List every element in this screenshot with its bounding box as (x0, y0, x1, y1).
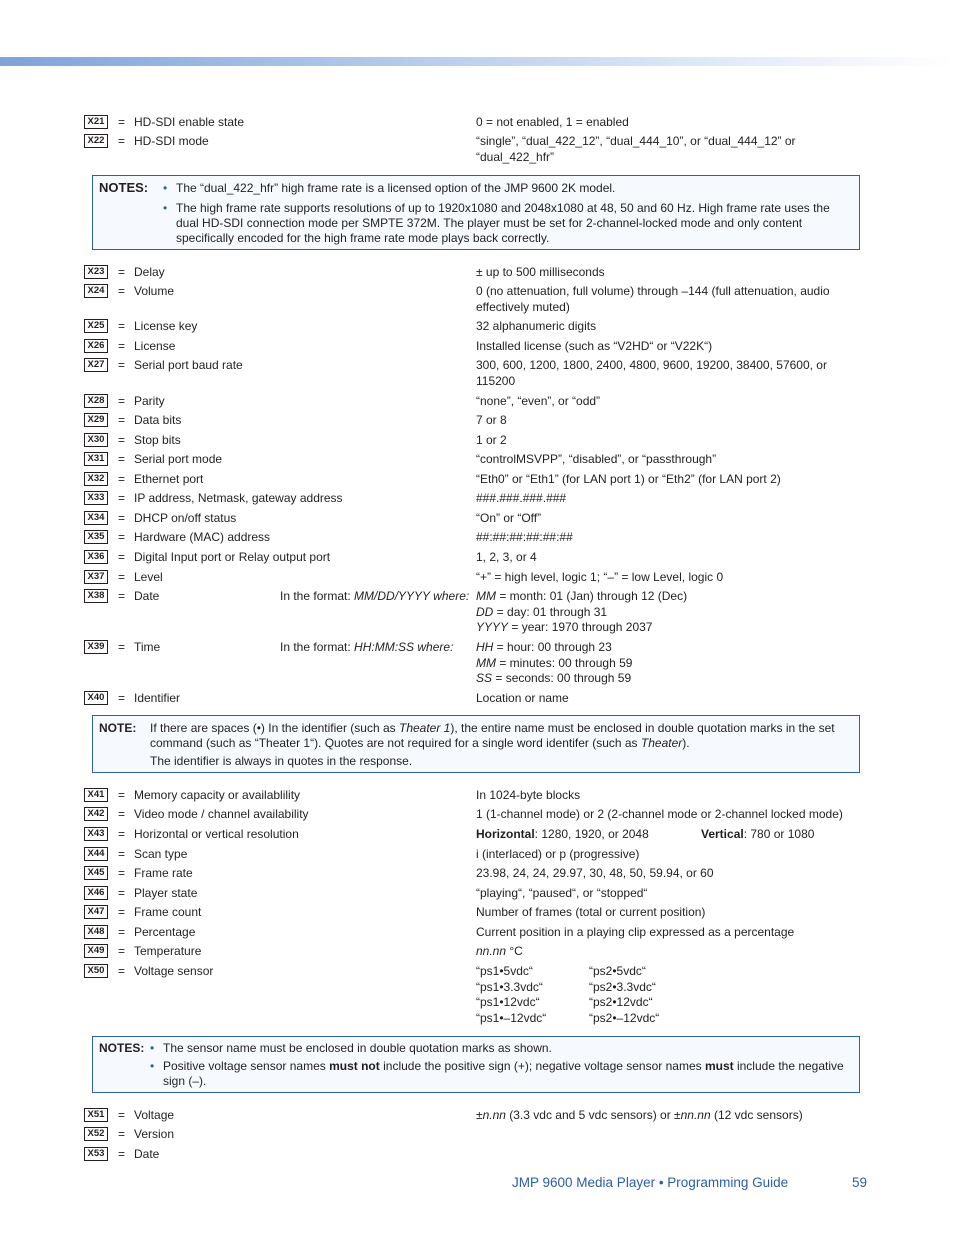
variable-code: X21 (84, 115, 108, 129)
equals-sign: = (118, 964, 126, 978)
variable-value (476, 433, 856, 449)
resolution-label: Vertical (701, 827, 744, 841)
variable-value (476, 284, 856, 315)
variable-code: X30 (84, 433, 108, 447)
value-line: “controlMSVPP”, “disabled”, or “passthrough” (476, 452, 717, 466)
variable-label: HD-SDI enable state (134, 115, 245, 129)
variable-value (476, 511, 856, 527)
equals-sign: = (118, 944, 126, 958)
format-var: MM (476, 655, 496, 670)
equals-sign: = (118, 358, 126, 372)
value-line: 300, 600, 1200, 1800, 2400, 4800, 9600, 19200, 38400, 57600, or (476, 358, 827, 372)
equals-sign: = (118, 115, 126, 129)
format-description (280, 589, 469, 605)
voltage-text: (12 vdc sensors) (710, 1108, 803, 1122)
variable-value (476, 115, 856, 131)
variable-code: X47 (84, 905, 108, 919)
notes-title: NOTES: (99, 1041, 145, 1055)
format-text: = hour: 00 through 23 (493, 640, 612, 654)
note-text: ). (682, 736, 690, 750)
variable-label: Ethernet port (134, 472, 204, 486)
value-line: 1 (1-channel mode) or 2 (2-channel mode or 2-channel locked mode) (476, 807, 843, 821)
variable-code: X50 (84, 964, 108, 978)
variable-value (476, 550, 856, 566)
equals-sign: = (118, 134, 126, 148)
variable-code: X52 (84, 1127, 108, 1141)
format-var: SS (476, 671, 493, 685)
bullet-icon: • (150, 1059, 155, 1073)
note-text: If there are spaces (•) In the identifier (such as (150, 721, 399, 735)
equals-sign: = (118, 284, 126, 298)
variable-label: Voltage (134, 1108, 175, 1122)
equals-sign: = (118, 530, 126, 544)
note-example: Theater (640, 736, 683, 750)
variable-value (476, 964, 856, 1026)
variable-label: HD-SDI mode (134, 134, 209, 148)
variable-label: Serial port baud rate (134, 358, 243, 372)
variable-code: X37 (84, 570, 108, 584)
variable-label: Scan type (134, 847, 188, 861)
variable-label: Volume (134, 284, 175, 298)
variable-code: X31 (84, 452, 108, 466)
variable-label: Video mode / channel availability (134, 807, 309, 821)
variable-value (476, 1108, 856, 1124)
value-line: “none”, “even”, or “odd” (476, 394, 601, 408)
variable-value (476, 589, 856, 636)
equals-sign: = (118, 1108, 126, 1122)
equals-sign: = (118, 394, 126, 408)
notes-box-hfr (92, 175, 860, 250)
notes-title: NOTES: (99, 180, 149, 195)
value-line: Location or name (476, 691, 569, 705)
variable-value (476, 339, 856, 355)
note-paragraph: The identifier is always in quotes in the response. (150, 754, 413, 768)
page-number: 59 (852, 1175, 868, 1190)
voltage-var: n.nn (482, 1108, 506, 1122)
equals-sign: = (118, 452, 126, 466)
header-accent-bar (0, 57, 954, 66)
variable-value (476, 788, 856, 804)
note-text: command (such as “Theater 1“). Quotes are not required for a single word identifer (such as (150, 736, 641, 750)
equals-sign: = (118, 905, 126, 919)
format-text: = seconds: 00 through 59 (492, 671, 632, 685)
variable-code: X51 (84, 1108, 108, 1122)
variable-code: X23 (84, 265, 108, 279)
equals-sign: = (118, 413, 126, 427)
equals-sign: = (118, 433, 126, 447)
value-line (476, 589, 856, 605)
sensor-name: “ps1•–12vdc“ (476, 1010, 547, 1025)
value-line: 32 alphanumeric digits (476, 319, 597, 333)
equals-sign: = (118, 472, 126, 486)
sensor-name: “ps1•5vdc“ (476, 964, 533, 978)
variable-label: Hardware (MAC) address (134, 530, 271, 544)
variable-code: X27 (84, 358, 108, 372)
variable-code: X53 (84, 1147, 108, 1161)
variable-code: X36 (84, 550, 108, 564)
value-line: 1 or 2 (476, 433, 507, 447)
variable-label: DHCP on/off status (134, 511, 237, 525)
note-emphasis: must (704, 1059, 734, 1073)
value-line: In 1024-byte blocks (476, 788, 581, 802)
bullet-icon: • (150, 1041, 155, 1055)
sensor-name: “ps2•12vdc“ (589, 995, 653, 1009)
value-line: “Eth0” or “Eth1” (for LAN port 1) or “Eth2” (for LAN port 2) (476, 472, 781, 486)
temperature-var: nn.nn (476, 944, 507, 958)
variable-label: Time (134, 640, 161, 654)
value-line: “dual_422_hfr” (476, 149, 555, 164)
variable-code: X22 (84, 134, 108, 148)
value-line (476, 944, 856, 960)
note-text-part: include the negative sign (–). (163, 1059, 844, 1088)
format-var: YYYY (476, 620, 509, 634)
equals-sign: = (118, 847, 126, 861)
format-text: = year: 1970 through 2037 (508, 620, 653, 634)
note-text: The sensor name must be enclosed in double quotation marks as shown. (163, 1041, 552, 1055)
note-title: NOTE: (99, 721, 137, 735)
variable-value (476, 413, 856, 429)
resolution-values: : 1280, 1920, or 2048 (534, 827, 649, 841)
variable-label: Data bits (134, 413, 182, 427)
vertical-resolution (701, 827, 814, 843)
note-emphasis: must not (329, 1059, 380, 1073)
sensor-name: “ps1•12vdc“ (476, 995, 540, 1009)
equals-sign: = (118, 925, 126, 939)
variable-code: X33 (84, 491, 108, 505)
variable-code: X32 (84, 472, 108, 486)
variable-value (476, 925, 856, 941)
equals-sign: = (118, 511, 126, 525)
equals-sign: = (118, 866, 126, 880)
variable-code: X39 (84, 640, 108, 654)
equals-sign: = (118, 1147, 126, 1161)
format-pattern: HH:MM:SS (354, 640, 415, 654)
variable-label: Voltage sensor (134, 964, 214, 978)
value-line (476, 656, 856, 672)
variable-value (476, 640, 856, 687)
value-line (476, 620, 856, 636)
sensor-name: “ps2•–12vdc“ (589, 1010, 660, 1025)
variable-code: X43 (84, 827, 108, 841)
value-line: Number of frames (total or current position) (476, 905, 706, 919)
variable-value (476, 530, 856, 546)
note-example: Theater 1 (398, 721, 451, 735)
note-text-part: include the positive sign (+); negative voltage sensor names (379, 1059, 705, 1073)
variable-value (476, 886, 856, 902)
value-line: ± up to 500 milliseconds (476, 265, 605, 279)
value-line: “+” = high level, logic 1; “–” = low Level, logic 0 (476, 570, 724, 584)
variable-label: Memory capacity or availablility (134, 788, 301, 802)
value-line (476, 1108, 856, 1124)
equals-sign: = (118, 491, 126, 505)
variable-value (476, 905, 856, 921)
value-line: 0 = not enabled, 1 = enabled (476, 115, 629, 129)
value-line: i (interlaced) or p (progressive) (476, 847, 640, 861)
format-description (280, 640, 453, 656)
variable-code: X44 (84, 847, 108, 861)
variable-value (476, 847, 856, 863)
resolution-values: : 780 or 1080 (743, 827, 815, 841)
format-text: = month: 01 (Jan) through 12 (Dec) (496, 589, 688, 603)
equals-sign: = (118, 570, 126, 584)
variable-value (476, 491, 856, 507)
variable-label: Frame count (134, 905, 202, 919)
equals-sign: = (118, 339, 126, 353)
format-pattern: MM/DD/YYYY (354, 589, 430, 603)
equals-sign: = (118, 788, 126, 802)
variable-label: IP address, Netmask, gateway address (134, 491, 343, 505)
value-line: 7 or 8 (476, 413, 507, 427)
note-box-identifier (92, 715, 860, 773)
format-var: DD (476, 604, 494, 619)
resolution-label: Horizontal (476, 827, 535, 841)
voltage-text: (3.3 vdc and 5 vdc sensors) or ± (505, 1108, 681, 1122)
variable-code: X48 (84, 925, 108, 939)
variable-label: Version (134, 1127, 175, 1141)
value-line: 1, 2, 3, or 4 (476, 550, 537, 564)
value-line: Installed license (such as “V2HD“ or “V22K“) (476, 339, 713, 353)
value-line: effectively muted) (476, 299, 570, 314)
value-line: 115200 (476, 373, 516, 388)
variable-label: Level (134, 570, 163, 584)
variable-value (476, 319, 856, 335)
variable-code: X45 (84, 866, 108, 880)
variable-code: X34 (84, 511, 108, 525)
variable-label: Identifier (134, 691, 181, 705)
note-text: The high frame rate supports resolutions of up to 1920x1080 and 2048x1080 at 48, 50 and 60 Hz. High frame rate uses the dual HD-SDI connection mode per SMPTE 372M. The player must be set for 2-channel-locked mode and only content specifically encoded for the high frame rate mode plays back correctly. (176, 201, 830, 245)
equals-sign: = (118, 691, 126, 705)
value-line: 0 (no attenuation, full volume) through –144 (full attenuation, audio (476, 284, 830, 298)
equals-sign: = (118, 265, 126, 279)
variable-label: Frame rate (134, 866, 193, 880)
variable-label: License (134, 339, 176, 353)
variable-label: Horizontal or vertical resolution (134, 827, 299, 841)
equals-sign: = (118, 807, 126, 821)
variable-label: Date (134, 1147, 160, 1161)
variable-code: X38 (84, 589, 108, 603)
sensor-name: “ps2•5vdc“ (589, 964, 646, 978)
equals-sign: = (118, 827, 126, 841)
equals-sign: = (118, 319, 126, 333)
variable-value (476, 265, 856, 281)
variable-code: X26 (84, 339, 108, 353)
format-text: = day: 01 through 31 (493, 604, 608, 619)
sensor-column (476, 964, 589, 1026)
voltage-var: nn.nn (680, 1108, 711, 1122)
value-line (476, 671, 856, 687)
equals-sign: = (118, 550, 126, 564)
variable-code: X35 (84, 530, 108, 544)
variable-value (476, 134, 856, 165)
variable-value (476, 452, 856, 468)
variable-code: X40 (84, 691, 108, 705)
format-suffix: where: (414, 640, 454, 654)
variable-code: X41 (84, 788, 108, 802)
variable-label: Player state (134, 886, 198, 900)
horizontal-resolution (476, 827, 649, 843)
value-line: ###.###.###.### (476, 491, 567, 505)
variable-value (476, 394, 856, 410)
format-var: HH (476, 640, 494, 654)
plus-minus: ± (476, 1108, 483, 1122)
variable-label: Percentage (134, 925, 196, 939)
note-text-part: Positive voltage sensor names (163, 1059, 330, 1073)
bullet-icon: • (163, 181, 168, 195)
value-line: Current position in a playing clip expressed as a percentage (476, 925, 795, 939)
variable-value (476, 358, 856, 389)
footer-title: JMP 9600 Media Player • Programming Guide (512, 1175, 789, 1190)
note-paragraph (150, 721, 850, 751)
variable-label: Date (134, 589, 160, 603)
variable-code: X29 (84, 413, 108, 427)
variable-value (476, 570, 856, 586)
variable-value (476, 472, 856, 488)
variable-label: Serial port mode (134, 452, 223, 466)
variable-label: Digital Input port or Relay output port (134, 550, 331, 564)
note-text (163, 1059, 850, 1089)
sensor-column (589, 964, 659, 1026)
variable-value (476, 691, 856, 707)
variable-code: X46 (84, 886, 108, 900)
variable-label: Delay (134, 265, 165, 279)
format-suffix: where: (429, 589, 470, 603)
variable-label: Temperature (134, 944, 202, 958)
note-text: ), the entire name must be enclosed in double quotation marks in the set (450, 721, 835, 735)
format-var: MM (476, 589, 496, 603)
note-text: The “dual_422_hfr” high frame rate is a licensed option of the JMP 9600 2K model. (176, 181, 616, 195)
variable-code: X42 (84, 807, 108, 821)
value-line (476, 640, 856, 656)
format-text: = minutes: 00 through 59 (496, 655, 633, 670)
sensor-name: “ps2•3.3vdc“ (589, 979, 656, 994)
variable-value (476, 807, 856, 823)
equals-sign: = (118, 1127, 126, 1141)
value-line (476, 605, 856, 621)
equals-sign: = (118, 640, 126, 654)
equals-sign: = (118, 886, 126, 900)
bullet-icon: • (163, 201, 168, 215)
variable-code: X49 (84, 944, 108, 958)
variable-code: X28 (84, 394, 108, 408)
value-line: ##:##:##:##:##:## (476, 530, 573, 544)
format-prefix: In the format: (280, 589, 355, 603)
sensor-list (476, 964, 856, 1026)
variable-code: X24 (84, 284, 108, 298)
format-prefix: In the format: (280, 640, 355, 654)
equals-sign: = (118, 589, 126, 603)
value-line: “playing“, “paused“, or “stopped“ (476, 886, 648, 900)
variable-label: Stop bits (134, 433, 181, 447)
notes-box-sensor (92, 1036, 860, 1093)
temperature-unit: °C (506, 944, 523, 958)
value-line: 23.98, 24, 24, 29.97, 30, 48, 50, 59.94, or 60 (476, 866, 714, 880)
variable-label: License key (134, 319, 198, 333)
sensor-name: “ps1•3.3vdc“ (476, 979, 543, 994)
variable-value (476, 866, 856, 882)
variable-value (476, 944, 856, 960)
value-line: “single”, “dual_422_12”, “dual_444_10”, or “dual_444_12” or (476, 134, 796, 148)
variable-label: Parity (134, 394, 165, 408)
value-line: “On” or “Off” (476, 511, 542, 525)
variable-code: X25 (84, 319, 108, 333)
